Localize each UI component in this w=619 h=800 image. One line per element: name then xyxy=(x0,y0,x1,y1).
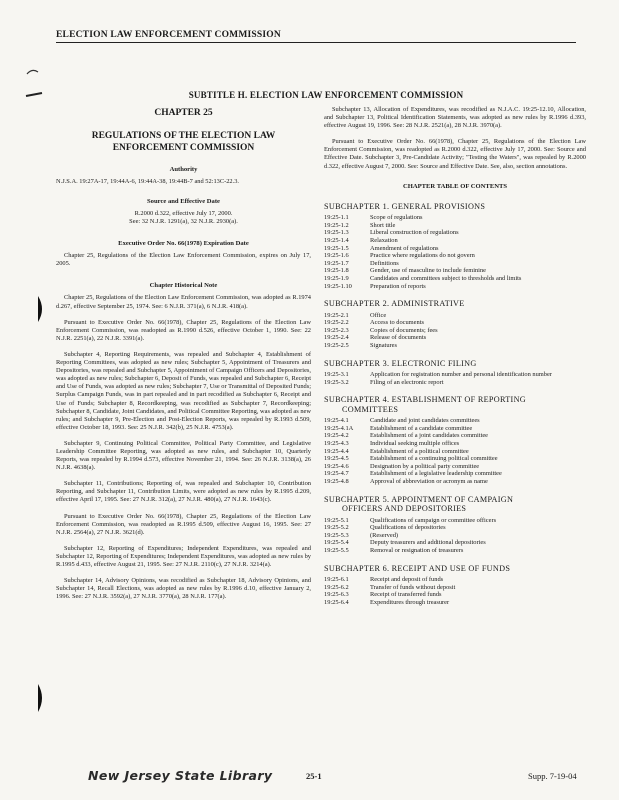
toc-entry-title: Establishment of a legislative leadership committee xyxy=(370,470,502,478)
toc-entry-number: 19:25-3.2 xyxy=(324,378,349,386)
margin-bracket-1 xyxy=(36,296,46,327)
toc-subchapter-heading-cont: OFFICERS AND DEPOSITORIES xyxy=(342,504,467,514)
toc-subchapter-heading-text: SUBCHAPTER 3. ELECTRONIC FILING xyxy=(324,358,477,368)
toc-entry-title: Copies of documents; fees xyxy=(370,326,438,334)
source-line-2: See: 32 N.J.R. 1291(a), 32 N.J.R. 2930(a). xyxy=(129,218,238,226)
toc-entry-number: 19:25-4.1 xyxy=(324,417,349,425)
toc-entry-title: Short title xyxy=(370,221,396,229)
toc-subchapter-heading xyxy=(324,395,586,414)
toc-entry-number: 19:25-6.4 xyxy=(324,598,349,606)
history-paragraph: Chapter 25, Regulations of the Election Law Enforcement Commission, was adopted as R.1974 d.267, effective September 25, 1974. See: 6 N.J.R. 371(a), 6 N.J.R. 418(a). xyxy=(56,294,311,310)
toc-entry-number: 19:25-1.1 xyxy=(324,214,349,222)
toc-entry xyxy=(324,532,586,540)
toc-entry-number: 19:25-1.3 xyxy=(324,229,349,237)
toc-subchapter-heading-text: SUBCHAPTER 4. ESTABLISHMENT OF REPORTING xyxy=(324,395,526,405)
toc-entry-title: Liberal construction of regulations xyxy=(370,229,459,237)
toc-entry xyxy=(324,425,586,433)
subtitle: SUBTITLE H. ELECTION LAW ENFORCEMENT COMMISSION xyxy=(188,90,464,100)
toc-entry-title: Transfer of funds without deposit xyxy=(370,583,456,591)
toc-entry xyxy=(324,334,586,342)
toc-entry-title: Preparation of reports xyxy=(370,282,426,290)
toc-entry-number: 19:25-5.5 xyxy=(324,546,349,554)
toc-entry-number: 19:25-5.4 xyxy=(324,539,349,547)
toc-entry-number: 19:25-4.6 xyxy=(324,462,349,470)
history-paragraph: Subchapter 12, Reporting of Expenditures; Independent Expenditures, was repealed and Subchapter 12, Reporting of Expenditures; Independent Expenditures, was adopted as new rules by R.1995 d.433, effective August 21, 1995. See: 27 N.J.R. 2110(c), 27 N.J.R. 3214(a). xyxy=(56,544,311,568)
toc-title: CHAPTER TABLE OF CONTENTS xyxy=(402,182,508,190)
toc-entry xyxy=(324,319,586,327)
toc-subchapter-heading-cont: COMMITTEES xyxy=(342,404,399,414)
page-footer xyxy=(0,766,619,786)
toc-entry xyxy=(324,237,586,245)
toc-subchapter xyxy=(324,395,586,485)
authority-text: N.J.S.A. 19:27A-17, 19:44A-6, 19:44A-38, 19:44B-7 and 52:13C-22.3. xyxy=(56,178,240,185)
chapter-name-line-1: REGULATIONS OF THE ELECTION LAW xyxy=(91,131,276,141)
toc-entry xyxy=(324,455,586,463)
toc-entry-title: (Reserved) xyxy=(370,531,399,539)
history-paragraph: Pursuant to Executive Order No. 66(1978), Chapter 25, Regulations of the Election Law Enforcement Commission, was readopted as R.1995 d.509, effective August 16, 1995. See: 27 N.J.R. 2564(a), 27 N.J.R. 3621(d). xyxy=(56,512,311,536)
toc-entry xyxy=(324,342,586,350)
toc-subchapter-heading-text: SUBCHAPTER 6. RECEIPT AND USE OF FUNDS xyxy=(324,563,511,573)
toc-entry-title: Individual seeking multiple offices xyxy=(370,440,460,448)
toc-entry-number: 19:25-4.3 xyxy=(324,440,349,448)
toc-entry-title: Filing of an electronic report xyxy=(370,378,444,386)
toc-entry-title: Establishment of a candidate committee xyxy=(370,424,473,432)
toc-entry xyxy=(324,432,586,440)
toc-subchapter xyxy=(324,495,586,555)
toc-subchapter xyxy=(324,202,586,290)
authority-heading: Authority xyxy=(169,166,198,173)
toc-entry xyxy=(324,222,586,230)
toc-entry xyxy=(324,599,586,607)
toc-entry-number: 19:25-1.8 xyxy=(324,267,349,275)
toc-entry-number: 19:25-5.3 xyxy=(324,531,349,539)
toc-subchapter-heading-text: SUBCHAPTER 1. GENERAL PROVISIONS xyxy=(324,201,486,211)
toc-entry xyxy=(324,214,586,222)
toc-entry-number: 19:25-6.3 xyxy=(324,591,349,599)
toc-entry-title: Candidate and joint candidates committees xyxy=(370,417,480,425)
toc-entry-number: 19:25-4.5 xyxy=(324,455,349,463)
toc-entry xyxy=(324,267,586,275)
toc-subchapter xyxy=(324,564,586,607)
toc-entry-title: Candidates and committees subject to thresholds and limits xyxy=(370,274,522,282)
history-paragraph: Pursuant to Executive Order No. 66(1978), Chapter 25, Regulations of the Election Law Enforcement Commission, was readopted as R.2000 d.322, effective July 17, 2000. See: Source and Effective Date. Subchapter 3, Pre-Candidate Activity; "Testing the Waters", was repealed by R.2000 d.322, effective August 7, 2000. See: Source and Effective Date. See, also, section annotations. xyxy=(324,138,586,170)
running-head: ELECTION LAW ENFORCEMENT COMMISSION xyxy=(56,30,576,43)
toc-entry-title: Office xyxy=(370,311,387,319)
toc-entry-number: 19:25-2.1 xyxy=(324,311,349,319)
toc-entry xyxy=(324,547,586,555)
toc-subchapter-heading xyxy=(324,564,586,574)
toc-entry-number: 19:25-2.2 xyxy=(324,319,349,327)
source-line-1: R.2000 d.322, effective July 17, 2000. xyxy=(134,210,233,218)
toc-entry-title: Signatures xyxy=(370,341,397,349)
toc-subchapter-heading-text: SUBCHAPTER 2. ADMINISTRATIVE xyxy=(324,299,465,309)
toc-entry xyxy=(324,252,586,260)
toc-entry-number: 19:25-2.4 xyxy=(324,334,349,342)
toc-entry-number: 19:25-4.4 xyxy=(324,447,349,455)
toc-entry-title: Access to documents xyxy=(370,319,424,327)
toc-entry-title: Qualifications of campaign or committee officers xyxy=(370,516,497,524)
toc-subchapter-heading-text: SUBCHAPTER 5. APPOINTMENT OF CAMPAIGN xyxy=(324,494,514,504)
toc-entry xyxy=(324,312,586,320)
toc-entry xyxy=(324,517,586,525)
toc-entry xyxy=(324,584,586,592)
toc-entry-number: 19:25-4.2 xyxy=(324,432,349,440)
toc-entry-number: 19:25-1.5 xyxy=(324,244,349,252)
table-of-contents xyxy=(324,202,586,607)
toc-entry xyxy=(324,417,586,425)
toc-entry-title: Practice where regulations do not govern xyxy=(370,252,475,260)
toc-entry-number: 19:25-1.9 xyxy=(324,274,349,282)
history-paragraph: Subchapter 13, Allocation of Expenditures, was recodified as N.J.A.C. 19:25-12.10, Allocation, and Subchapter 13, Political Identification Statements, was adopted as new rules by R.1996 d.393, effective August 19, 1996. See: 28 N.J.R. 2521(a), 28 N.J.R. 3970(a). xyxy=(324,106,586,130)
toc-entry xyxy=(324,275,586,283)
toc-entry-number: 19:25-3.1 xyxy=(324,371,349,379)
margin-bracket-2 xyxy=(36,684,46,717)
toc-entry-number: 19:25-4.1A xyxy=(324,424,354,432)
toc-entry-title: Receipt and deposit of funds xyxy=(370,576,444,584)
toc-entry xyxy=(324,591,586,599)
toc-entry xyxy=(324,283,586,291)
toc-entry-title: Amendment of regulations xyxy=(370,244,439,252)
toc-entry xyxy=(324,229,586,237)
toc-entry-title: Designation by a political party committee xyxy=(370,462,480,470)
toc-entry-number: 19:25-2.3 xyxy=(324,326,349,334)
chapter-name-line-2: ENFORCEMENT COMMISSION xyxy=(112,143,255,153)
toc-entry-title: Release of documents xyxy=(370,334,427,342)
toc-entry-number: 19:25-6.2 xyxy=(324,583,349,591)
toc-subchapter xyxy=(324,299,586,349)
history-paragraph: Subchapter 9, Continuing Political Committee, Political Party Committee, and Legislative Leadership Committee Reporting, was adopted as new rules, and Subchapter 10, Quarterly Reports, was repealed by R.1994 d.573, effective November 21, 1994. See: 26 N.J.R. 3138(a), 26 N.J.R. 4638(a). xyxy=(56,439,311,472)
toc-entry-title: Approval of abbreviation or acronym as name xyxy=(370,478,488,485)
toc-entry xyxy=(324,245,586,253)
toc-entry-title: Application for registration number and personal identification number xyxy=(370,371,552,379)
history-paragraph: Subchapter 14, Advisory Opinions, was recodified as Subchapter 18, Advisory Opinions, and Subchapter 14, Recall Elections, was adopted as new rules by R.1996 d.10, effective January 2, 1996. See: 27 N.J.R. 3592(a), 27 N.J.R. 3770(a), 28 N.J.R. 177(a). xyxy=(56,577,311,601)
expiration-text: Chapter 25, Regulations of the Election Law Enforcement Commission, expires on July 17, 2005. xyxy=(56,252,311,268)
chapter-label: CHAPTER 25 xyxy=(154,108,213,118)
toc-entry-number: 19:25-1.10 xyxy=(324,282,352,290)
margin-mark-top xyxy=(24,66,46,105)
toc-entry-title: Qualifications of depositories xyxy=(370,524,446,532)
toc-entry-title: Establishment of a continuing political committee xyxy=(370,455,498,463)
toc-entry xyxy=(324,379,586,387)
chapter-name xyxy=(56,130,311,154)
toc-entry-number: 19:25-2.5 xyxy=(324,341,349,349)
toc-entry xyxy=(324,576,586,584)
expiration-heading: Executive Order No. 66(1978) Expiration Date xyxy=(118,240,249,248)
toc-entry xyxy=(324,539,586,547)
toc-entry xyxy=(324,371,586,379)
toc-entry xyxy=(324,524,586,532)
left-column xyxy=(56,106,311,609)
history-heading: Chapter Historical Note xyxy=(149,282,218,290)
source-heading: Source and Effective Date xyxy=(147,198,220,206)
toc-subchapter xyxy=(324,359,586,387)
toc-entry-number: 19:25-1.2 xyxy=(324,221,349,229)
supplement-date: Supp. 7-19-04 xyxy=(528,771,577,781)
toc-entry xyxy=(324,260,586,268)
history-paragraph: Subchapter 11, Contributions; Reporting of, was repealed and Subchapter 10, Contribution Reporting, and Subchapter 11, Contribution Limits, were adopted as new rules by R.1995 d.209, effective April 17, 1995. See: 27 N.J.R. 312(a), 27 N.J.R. 480(a), 27 N.J.R. 1643(c). xyxy=(56,480,311,504)
toc-subchapter-heading xyxy=(324,202,586,212)
toc-entry-title: Definitions xyxy=(370,259,399,267)
toc-entry-number: 19:25-1.4 xyxy=(324,236,349,244)
toc-entry xyxy=(324,463,586,471)
toc-subchapter-heading xyxy=(324,299,586,309)
toc-entry-title: Scope of regulations xyxy=(370,214,423,222)
toc-subchapter-heading xyxy=(324,359,586,369)
library-stamp: New Jersey State Library xyxy=(88,768,273,783)
toc-entry-number: 19:25-5.1 xyxy=(324,516,349,524)
toc-entry-title: Gender, use of masculine to include feminine xyxy=(370,267,486,275)
toc-entry-title: Expenditures through treasurer xyxy=(370,598,450,606)
right-column xyxy=(324,106,586,615)
toc-entry-number: 19:25-4.7 xyxy=(324,470,349,478)
history-paragraph: Pursuant to Executive Order No. 66(1978), Chapter 25, Regulations of the Election Law Enforcement Commission, was readopted as R.1990 d.526, effective October 1, 1990. See: 22 N.J.R. 2251(a), 22 N.J.R. 3391(a). xyxy=(56,318,311,342)
toc-entry xyxy=(324,470,586,478)
toc-entry-title: Establishment of a political committee xyxy=(370,447,469,455)
toc-entry-number: 19:25-6.1 xyxy=(324,576,349,584)
toc-entry-title: Establishment of a joint candidates committee xyxy=(370,432,489,440)
toc-entry-number: 19:25-5.2 xyxy=(324,524,349,532)
toc-subchapter-heading xyxy=(324,495,586,514)
toc-entry-number: 19:25-4.8 xyxy=(324,478,349,485)
toc-entry-title: Removal or resignation of treasurers xyxy=(370,546,464,554)
toc-entry-title: Deputy treasurers and additional depositories xyxy=(370,539,486,547)
history-paragraph: Subchapter 4, Reporting Requirements, was repealed and Subchapter 4, Establishment of Reporting Committees, was adopted as new rules; Subchapter 5, Appointment of Treasurers and Depositories, was repealed and Subchapter 5, Appointment of Campaign Officers and Depositories, was adopted as new rules; Subchapter 6, Deposit of Funds, was repealed and Subchapter 6, Receipt and Use of Funds, was adopted as new rules; Subchapter 7, Use or Transmittal of Deposited Funds; Surplus Campaign Funds, was in part repealed and in part recodified as Subchapter 6, Receipt and Use of Funds; Subchapter 8, Recordkeeping, was recodified as Subchapter 7, Recordkeeping; Subchapter 8, Candidate, Joint Candidates, and Political Committee Reporting, was adopted as new rules; and Subchapter 9, Pre-Election and Post-Election Reports, was repealed by R.1993 d.509, effective October 18, 1993. See: 25 N.J.R. 342(b), 25 N.J.R. 4753(a). xyxy=(56,350,311,431)
toc-entry xyxy=(324,327,586,335)
toc-entry-number: 19:25-1.6 xyxy=(324,252,349,260)
page-number: 25-1 xyxy=(306,771,322,781)
toc-entry xyxy=(324,440,586,448)
toc-entry-title: Relaxation xyxy=(370,236,398,244)
toc-entry-title: Receipt of transferred funds xyxy=(370,591,442,599)
toc-entry xyxy=(324,448,586,456)
toc-entry-number: 19:25-1.7 xyxy=(324,259,349,267)
toc-entry xyxy=(324,478,586,486)
